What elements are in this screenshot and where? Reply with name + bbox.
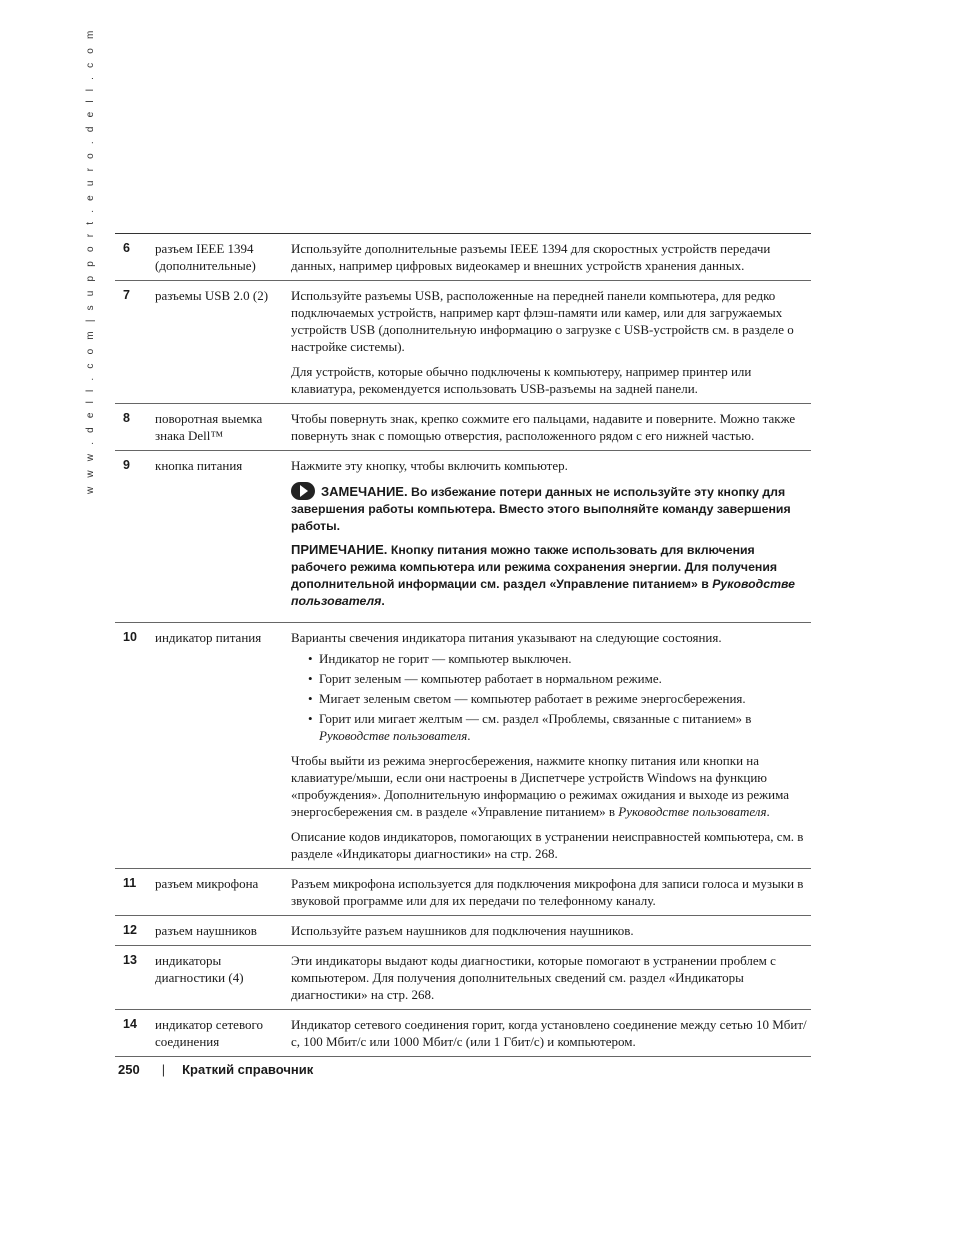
description-paragraph: Используйте разъемы USB, расположенные на передней панели компьютера, для редко подключаемых устройств, например карт флэш-памяти или камер, или для загружаемых устройств USB (дополнительную информацию о загрузке с USB-устройств см. в разделе о настройке системы).: [291, 288, 794, 354]
notice-heading: ЗАМЕЧАНИЕ.: [321, 484, 408, 499]
list-item: [291, 710, 811, 744]
row-number: 10: [123, 630, 137, 644]
row-name: индикатор сетевого соединения: [155, 1017, 264, 1049]
row-number: 14: [123, 1017, 137, 1031]
row-number: 6: [123, 241, 130, 255]
footer-separator: |: [161, 1062, 166, 1077]
row-name: кнопка питания: [155, 458, 243, 473]
row-description: [291, 922, 811, 939]
description-paragraph: Описание кодов индикаторов, помогающих в устранении неисправностей компьютера, см. в разделе «Индикаторы диагностики» на стр. 268.: [291, 829, 804, 861]
paragraph-guide-reference: Руководстве пользователя: [618, 804, 767, 819]
table-row: [115, 869, 811, 916]
notice-text: Во избежание потери данных не используйте эту кнопку для завершения работы компьютера. Вместо этого выполняйте команду завершения работы.: [291, 485, 791, 533]
row-name: индикатор питания: [155, 630, 262, 645]
status-list: [291, 650, 811, 744]
notice-block: [291, 482, 811, 535]
row-description: [291, 629, 811, 862]
row-number: 8: [123, 411, 130, 425]
table-row: [115, 916, 811, 946]
section-title: Краткий справочник: [182, 1062, 314, 1077]
description-paragraph: Индикатор сетевого соединения горит, когда установлено соединение между сетью 10 Мбит/с, 100 Мбит/с или 1000 Мбит/с (или 1 Гбит/с) и компьютером.: [291, 1017, 807, 1049]
description-paragraph: [291, 752, 811, 820]
description-paragraph: Разъем микрофона используется для подключения микрофона для записи голоса и музыки в звуковой программе или для их передачи по телефонному каналу.: [291, 876, 804, 908]
description-paragraph: Эти индикаторы выдают коды диагностики, которые помогают в устранении проблем с компьютером. Для получения дополнительных сведений см. раздел «Индикаторы диагностики» на стр. 268.: [291, 953, 776, 1002]
description-paragraph: Используйте разъем наушников для подключения наушников.: [291, 923, 634, 938]
notice-icon: [291, 482, 315, 500]
row-name: поворотная выемка знака Dell™: [155, 411, 263, 443]
components-table: [115, 233, 811, 1057]
row-description: [291, 457, 811, 616]
description-paragraph: Чтобы повернуть знак, крепко сожмите его пальцами, надавите и поверните. Можно также повернуть знак с помощью отверстия, расположенного рядом с его нижней частью.: [291, 411, 796, 443]
list-item: • Горит зеленым — компьютер работает в нормальном режиме.: [291, 670, 811, 687]
row-number: 11: [123, 876, 137, 890]
row-name: разъем наушников: [155, 923, 257, 938]
row-description: [291, 1016, 811, 1050]
description-paragraph: Используйте дополнительные разъемы IEEE 1394 для скоростных устройств передачи данных, например цифровых видеокамер и внешних устройств хранения данных.: [291, 241, 771, 273]
row-description: [291, 287, 811, 397]
row-number: 13: [123, 953, 137, 967]
row-name: индикаторы диагностики (4): [155, 953, 244, 985]
row-description: [291, 875, 811, 909]
note-block: [291, 541, 811, 610]
row-number: 7: [123, 288, 130, 302]
paragraph-text: Чтобы выйти из режима энергосбережения, нажмите кнопку питания или кнопки на клавиатуре/мыши, если они настроены в Диспетчере устройств Windows на функцию «пробуждения». Дополнительную информацию о режимах ожидания и выходе из режима энергосбережения см. в разделе «Управление питанием» в: [291, 753, 789, 819]
list-item-end: .: [467, 728, 471, 743]
description-paragraph: Варианты свечения индикатора питания указывают на следующие состояния.: [291, 630, 722, 645]
page-number: 250: [118, 1062, 140, 1077]
sidebar-url: w w w . d e l l . c o m | s u p p o r t . e u r o . d e l l . c o m: [85, 27, 96, 494]
row-description: [291, 410, 811, 444]
row-name: разъемы USB 2.0 (2): [155, 288, 269, 303]
page-footer: [118, 1062, 313, 1077]
row-name: разъем микрофона: [155, 876, 259, 891]
table-row: [115, 404, 811, 451]
row-name: разъем IEEE 1394 (дополнительные): [155, 241, 256, 273]
list-item-text: Горит или мигает желтым — см. раздел «Проблемы, связанные с питанием» в: [319, 711, 752, 726]
row-description: [291, 240, 811, 274]
table-row: [115, 234, 811, 281]
note-guide-reference: Руководстве пользователя: [291, 577, 795, 608]
note-heading: ПРИМЕЧАНИЕ.: [291, 542, 388, 557]
row-description: [291, 952, 811, 1003]
table-row: [115, 1010, 811, 1057]
table-row: [115, 623, 811, 869]
table-row: [115, 451, 811, 623]
description-paragraph: Нажмите эту кнопку, чтобы включить компьютер.: [291, 458, 568, 473]
list-item-guide-reference: Руководстве пользователя: [319, 728, 468, 743]
row-number: 12: [123, 923, 137, 937]
list-item: • Индикатор не горит — компьютер выключен.: [291, 650, 811, 667]
list-item: • Мигает зеленым светом — компьютер работает в режиме энергосбережения.: [291, 690, 811, 707]
note-text: Кнопку питания можно также использовать для включения рабочего режима компьютера или режима сохранения энергии. Для получения дополнительной информации см. раздел «Управление питанием» в: [291, 543, 778, 591]
note-end: .: [381, 594, 385, 608]
row-number: 9: [123, 458, 130, 472]
description-paragraph: Для устройств, которые обычно подключены к компьютеру, например принтер или клавиатура, рекомендуется использовать USB-разъемы на задней панели.: [291, 364, 752, 396]
table-row: [115, 281, 811, 404]
table-row: [115, 946, 811, 1010]
paragraph-end: .: [766, 804, 770, 819]
